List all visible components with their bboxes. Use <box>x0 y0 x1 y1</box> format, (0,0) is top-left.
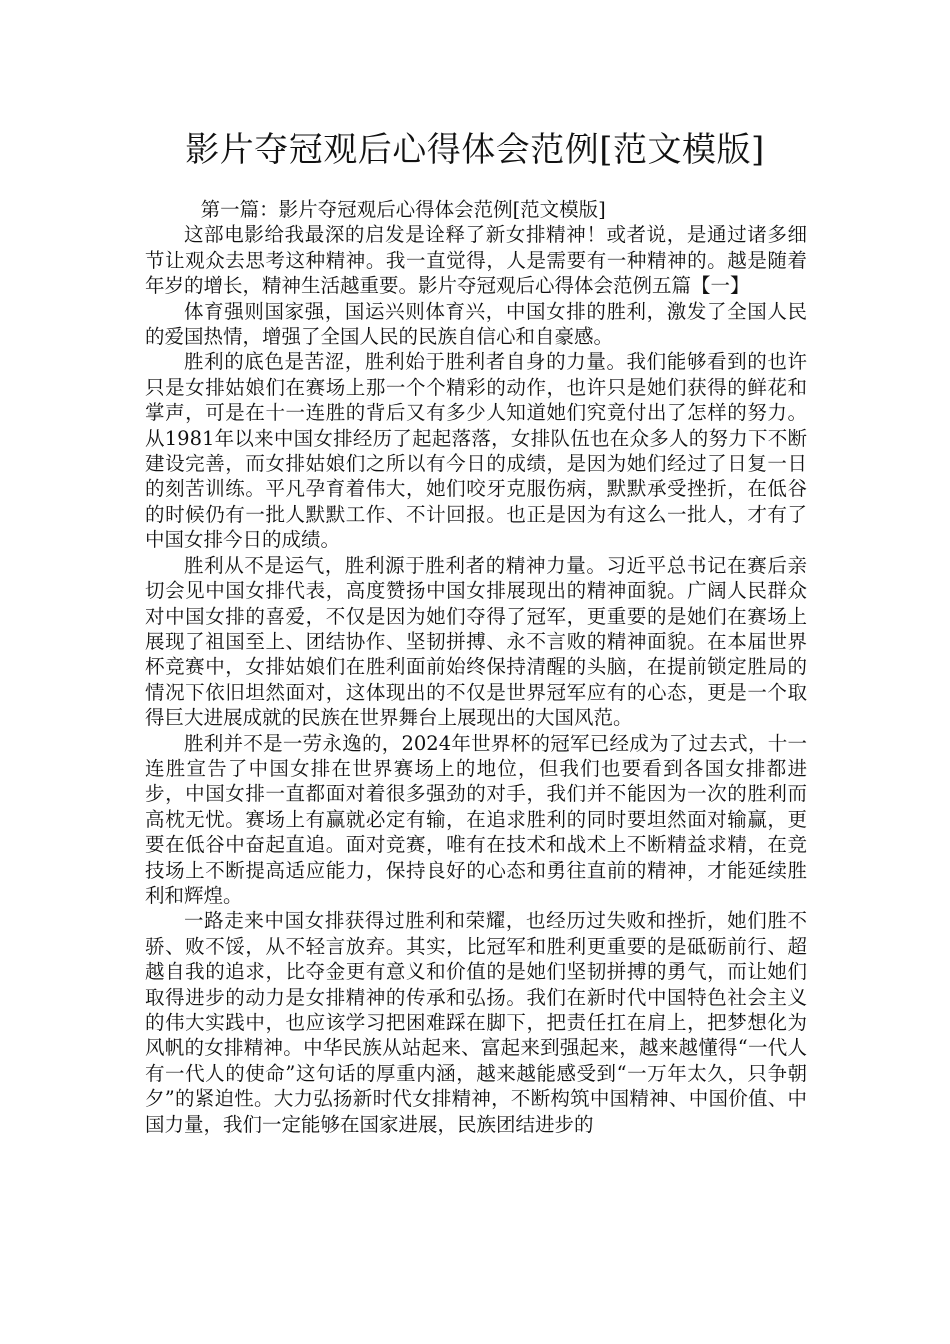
section-heading: 第一篇：影片夺冠观后心得体会范例[范文模版] <box>200 198 606 221</box>
paragraph-1: 这部电影给我最深的启发是诠释了新女排精神！或者说，是通过诸多细节让观众去思考这种精神。我一直觉得，人是需要有一种精神的。越是随着年岁的增长，精神生活越重要。影片夺冠观后心得体会范例五篇【一】 <box>145 223 807 298</box>
paragraph-3: 胜利的底色是苦涩，胜利始于胜利者自身的力量。我们能够看到的也许只是女排姑娘们在赛场上那一个个精彩的动作，也许只是她们获得的鲜花和掌声，可是在十一连胜的背后又有多少人知道她们究竟付出了怎样的努力。从1981年以来中国女排经历了起起落落，女排队伍也在众多人的努力下不断建设完善，而女排姑娘们之所以有今日的成绩，是因为她们经过了日复一日的刻苦训练。平凡孕育着伟大，她们咬牙克服伤病，默默承受挫折，在低谷的时候仍有一批人默默工作、不计回报。也正是因为有这么一批人，才有了中国女排今日的成绩。 <box>145 350 807 552</box>
paragraph-4: 胜利从不是运气，胜利源于胜利者的精神力量。习近平总书记在赛后亲切会见中国女排代表，高度赞扬中国女排展现出的精神面貌。广阔人民群众对中国女排的喜爱，不仅是因为她们夺得了冠军，更重要的是她们在赛场上展现了祖国至上、团结协作、坚韧拼搏、永不言败的精神面貌。在本届世界杯竞赛中，女排姑娘们在胜利面前始终保持清醒的头脑，在提前锁定胜局的情况下依旧坦然面对，这体现出的不仅是世界冠军应有的心态，更是一个取得巨大进展成就的民族在世界舞台上展现出的大国风范。 <box>145 553 807 730</box>
paragraph-2: 体育强则国家强，国运兴则体育兴，中国女排的胜利，激发了全国人民的爱国热情，增强了全国人民的民族自信心和自豪感。 <box>145 299 807 349</box>
document-body <box>145 197 807 1137</box>
paragraph-6: 一路走来中国女排获得过胜利和荣耀，也经历过失败和挫折，她们胜不骄、败不馁，从不轻言放弃。其实，比冠军和胜利更重要的是砥砺前行、超越自我的追求，比夺金更有意义和价值的是她们坚韧拼搏的勇气，而让她们取得进步的动力是女排精神的传承和弘扬。我们在新时代中国特色社会主义的伟大实践中，也应该学习把困难踩在脚下，把责任扛在肩上，把梦想化为风帆的女排精神。中华民族从站起来、富起来到强起来，越来越懂得“一代人有一代人的使命”这句话的厚重内涵，越来越能感受到“一万年太久，只争朝夕”的紧迫性。大力弘扬新时代女排精神，不断构筑中国精神、中国价值、中国力量，我们一定能够在国家进展，民族团结进步的 <box>145 909 807 1136</box>
paragraph-5: 胜利并不是一劳永逸的，2024年世界杯的冠军已经成为了过去式，十一连胜宣告了中国女排在世界赛场上的地位，但我们也要看到各国女排都进步，中国女排一直都面对着很多强劲的对手，我们并不能因为一次的胜利而高枕无忧。赛场上有赢就必定有输，在追求胜利的同时要坦然面对输赢，更要在低谷中奋起直追。面对竞赛，唯有在技术和战术上不断精益求精，在竞技场上不断提高适应能力，保持良好的心态和勇往直前的精神，才能延续胜利和辉煌。 <box>145 731 807 907</box>
document-title: 影片夺冠观后心得体会范例[范文模版] <box>185 130 765 170</box>
